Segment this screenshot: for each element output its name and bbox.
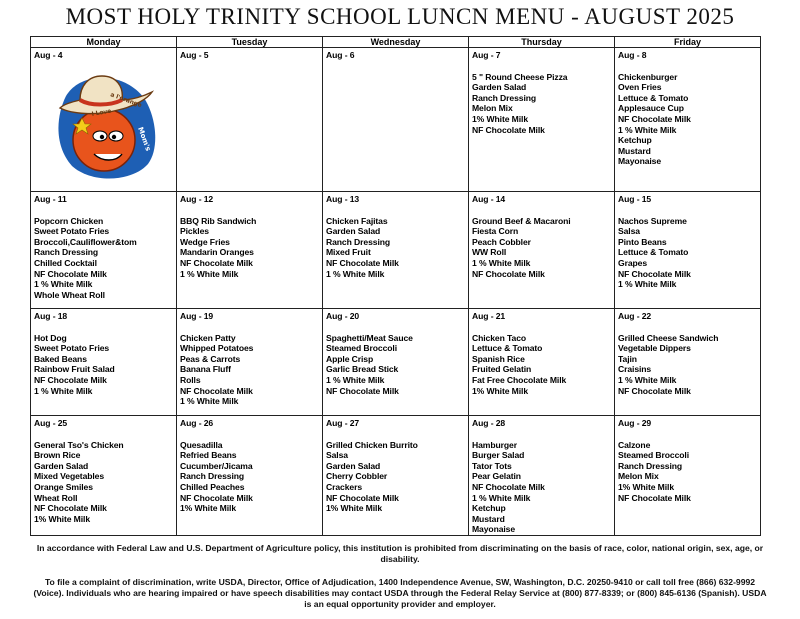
menu-item: Cucumber/Jicama [180,460,253,471]
menu-item: NF Chocolate Milk [180,385,253,396]
menu-item: Refried Beans [180,450,237,461]
menu-item: Rolls [180,374,201,385]
menu-item: Mayonaise [618,156,662,167]
menu-item: Chilled Cocktail [34,257,97,268]
menu-item: 1% White Milk [618,481,674,492]
menu-item: Burger Salad [472,450,525,461]
day-cell [31,192,177,309]
day-cell [177,416,323,536]
day-date: Aug - 8 [618,50,647,60]
menu-item: NF Chocolate Milk [618,492,691,503]
menu-item: NF Chocolate Milk [34,374,107,385]
menu-item: Garden Salad [326,460,381,471]
menu-item: Fruited Gelatin [472,364,532,375]
menu-item: 1 % White Milk [180,396,239,407]
day-cell [31,309,177,416]
menu-item: Ranch Dressing [618,460,683,471]
day-cell [615,48,761,192]
menu-item: Pickles [180,226,209,237]
menu-item: General Tso's Chicken [34,439,124,450]
menu-item: Grilled Chicken Burrito [326,439,418,450]
nondiscrimination-notice: In accordance with Federal Law and U.S. Department of Agriculture policy, this institution is prohibited from discriminating on the basis of race, color, national origin, sex, age, or disability. [36,543,764,564]
menu-item: 1 % White Milk [472,257,531,268]
menu-item: Rainbow Fruit Salad [34,364,115,375]
menu-item: Garden Salad [34,460,89,471]
day-cell [615,309,761,416]
menu-item: Melon Mix [472,103,513,114]
menu-item: Steamed Broccoli [326,343,397,354]
menu-item: Peach Cobbler [472,236,531,247]
menu-item: Whipped Potatoes [180,343,254,354]
menu-item: NF Chocolate Milk [618,113,691,124]
menu-item: Hamburger [472,439,517,450]
menu-item: Banana Fluff [180,364,231,375]
menu-item: Spanish Rice [472,353,525,364]
day-date: Aug - 28 [472,418,506,428]
menu-title: MOST HOLY TRINITY SCHOOL LUNCN MENU - AUGUST 2025 [65,4,735,29]
menu-item: Chicken Patty [180,332,236,343]
menu-item: Mixed Fruit [326,247,371,258]
day-cell [177,309,323,416]
day-date: Aug - 19 [180,311,214,321]
menu-item: BBQ Rib Sandwich [180,215,257,226]
day-cell [469,416,615,536]
day-date: Aug - 29 [618,418,652,428]
week-row [31,416,761,536]
day-cell [323,309,469,416]
menu-item: Apple Crisp [326,353,374,364]
day-cell [469,48,615,192]
menu-item: NF Chocolate Milk [180,492,253,503]
menu-item: Fiesta Corn [472,226,519,237]
menu-item: Mayonaise [472,524,516,535]
day-date: Aug - 4 [34,50,63,60]
svg-text:Mom's: Mom's [136,125,153,152]
menu-item: Mustard [618,145,651,156]
day-header-row [31,37,761,48]
menu-item: 1 % White Milk [326,268,385,279]
menu-item: Lettuce & Tomato [472,343,543,354]
cowboy-tomato-illustration [52,66,173,187]
day-date: Aug - 18 [34,311,68,321]
menu-item: Chickenburger [618,71,678,82]
menu-item: Quesadilla [180,439,223,450]
menu-item: NF Chocolate Milk [472,124,545,135]
menu-item: Pear Gelatin [472,471,521,482]
menu-item: 1 % White Milk [472,492,531,503]
menu-item: WW Roll [472,247,507,258]
menu-item: Mandarin Oranges [180,247,254,258]
day-date: Aug - 22 [618,311,652,321]
complaint-notice: To file a complaint of discrimination, write USDA, Director, Office of Adjudication, 1400 Independence Avenue, SW, Washington, D.C. 20250-9410 or call toll free (866) 632-9992 (Voice). Individuals who are hearing impaired or have speech disabilities may contact USDA through the Federal Relay Service at (800) 877-8339; or (800) 845-6136 (Spanish). USDA is an equal opportunity provider and employer. [33,577,767,609]
menu-item: 1 % White Milk [34,385,93,396]
menu-item: Garlic Bread Stick [326,364,399,375]
day-cell [323,416,469,536]
day-date: Aug - 11 [34,194,67,204]
day-date: Aug - 27 [326,418,360,428]
menu-item: Sweet Potato Fries [34,226,110,237]
menu-item: Chicken Fajitas [326,215,388,226]
menu-item: Grapes [618,257,648,268]
menu-item: 1% White Milk [180,503,236,514]
svg-text:a l'orange: a l'orange [109,90,143,109]
menu-item: Garden Salad [326,226,381,237]
menu-item: Cherry Cobbler [326,471,388,482]
menu-item: NF Chocolate Milk [326,492,399,503]
menu-item: 1% White Milk [326,503,382,514]
day-cell [323,192,469,309]
menu-item: 1% White Milk [34,513,90,524]
menu-item: 1% White Milk [472,113,528,124]
day-cell [31,48,177,192]
menu-item: NF Chocolate Milk [180,257,253,268]
menu-item: 1 % White Milk [618,374,677,385]
week-row [31,48,761,192]
menu-item: Applesauce Cup [618,103,684,114]
menu-item: Broccoli,Cauliflower&tom [34,236,137,247]
menu-item: Pinto Beans [618,236,667,247]
menu-item: Tajin [618,353,637,364]
menu-item: Ground Beef & Macaroni [472,215,571,226]
menu-item: Salsa [618,226,640,237]
menu-item: Vegetable Dippers [618,343,691,354]
day-date: Aug - 7 [472,50,501,60]
menu-item: Ranch Dressing [472,92,537,103]
day-date: Aug - 21 [472,311,506,321]
menu-item: Melon Mix [618,471,659,482]
menu-item: 1 % White Milk [618,124,677,135]
day-date: Aug - 6 [326,50,355,60]
menu-item: Craisins [618,364,652,375]
menu-item: Crackers [326,481,362,492]
day-date: Aug - 12 [180,194,214,204]
menu-item: 1% White Milk [472,385,528,396]
day-date: Aug - 5 [180,50,209,60]
menu-item: Sweet Potato Fries [34,343,110,354]
menu-item: Mixed Vegetables [34,471,105,482]
menu-item: 1 % White Milk [326,374,385,385]
menu-item: Popcorn Chicken [34,215,104,226]
menu-item: NF Chocolate Milk [618,385,691,396]
day-cell [31,416,177,536]
day-cell [323,48,469,192]
menu-item: Lettuce & Tomato [618,92,689,103]
menu-item: Chicken Taco [472,332,527,343]
menu-calendar [30,36,761,536]
day-date: Aug - 20 [326,311,360,321]
day-cell [615,416,761,536]
menu-item: Grilled Cheese Sandwich [618,332,719,343]
day-cell [469,192,615,309]
menu-item: Brown Rice [34,450,81,461]
menu-item: NF Chocolate Milk [326,385,399,396]
day-cell [177,192,323,309]
menu-item: 1 % White Milk [180,268,239,279]
menu-item: NF Chocolate Milk [472,481,545,492]
day-date: Aug - 25 [34,418,68,428]
menu-item: Steamed Broccoli [618,450,689,461]
menu-item: NF Chocolate Milk [34,503,107,514]
menu-item: Salsa [326,450,348,461]
menu-item: Oven Fries [618,82,662,93]
menu-item: Ranch Dressing [34,247,99,258]
menu-item: Wedge Fries [180,236,230,247]
day-date: Aug - 26 [180,418,214,428]
menu-item: NF Chocolate Milk [326,257,399,268]
menu-item: Nachos Supreme [618,215,687,226]
menu-item: Ranch Dressing [326,236,391,247]
day-date: Aug - 13 [326,194,360,204]
menu-item: Baked Beans [34,353,87,364]
menu-item: Ketchup [618,135,652,146]
menu-item: Whole Wheat Roll [34,289,105,300]
menu-item: Ketchup [472,503,506,514]
menu-item: Ranch Dressing [180,471,245,482]
day-date: Aug - 15 [618,194,652,204]
day-header-friday: Friday [615,37,761,48]
menu-item: Calzone [618,439,651,450]
week-row [31,309,761,416]
menu-item: Garden Salad [472,82,527,93]
menu-item: Mustard [472,513,505,524]
day-header-tuesday: Tuesday [177,37,323,48]
menu-item: Spaghetti/Meat Sauce [326,332,413,343]
week-row [31,192,761,309]
menu-item: Peas & Carrots [180,353,241,364]
menu-item: NF Chocolate Milk [34,268,107,279]
menu-item: Chilled Peaches [180,481,245,492]
menu-item: Tator Tots [472,460,512,471]
svg-text:I Love: I Love [91,107,112,118]
menu-item: Orange Smiles [34,481,93,492]
menu-item: Lettuce & Tomato [618,247,689,258]
menu-item: Hot Dog [34,332,67,343]
menu-item: 1 % White Milk [34,279,93,290]
day-cell [469,309,615,416]
day-cell [177,48,323,192]
menu-item: NF Chocolate Milk [618,268,691,279]
menu-item: Fat Free Chocolate Milk [472,374,567,385]
day-header-wednesday: Wednesday [323,37,469,48]
menu-item: NF Chocolate Milk [472,268,545,279]
menu-item: 1 % White Milk [618,279,677,290]
day-date: Aug - 14 [472,194,506,204]
day-cell [615,192,761,309]
menu-item: 5 " Round Cheese Pizza [472,71,568,82]
day-header-thursday: Thursday [469,37,615,48]
menu-item: Wheat Roll [34,492,78,503]
day-header-monday: Monday [31,37,177,48]
